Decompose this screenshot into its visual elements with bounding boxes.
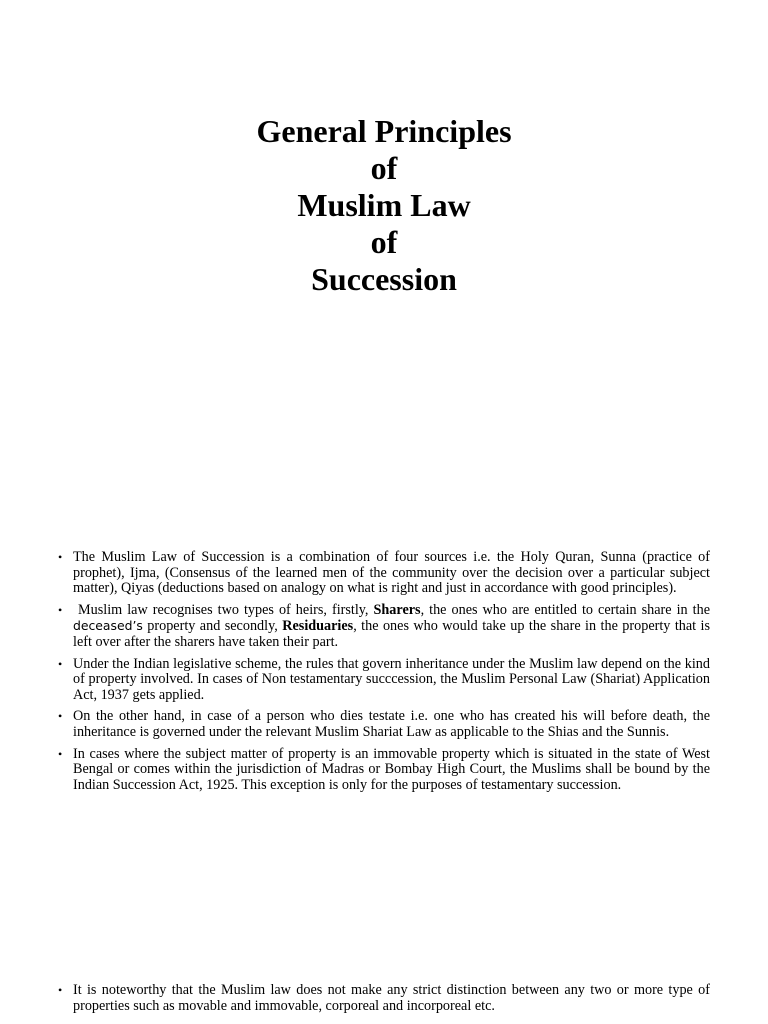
bullet-list <box>58 983 710 1020</box>
bullet-icon: • <box>58 709 63 724</box>
paragraph-text: It is noteworthy that the Muslim law does not make any strict distinction between any two or more type of properties such as movable and immovable, corporeal and incorporeal etc. <box>73 982 710 1014</box>
title-line-3: Muslim Law <box>297 187 471 223</box>
bullet-icon: • <box>58 550 63 564</box>
list-item <box>58 983 710 1014</box>
list-item <box>58 709 710 740</box>
list-item <box>58 747 710 794</box>
term-sharers: Sharers <box>373 601 421 618</box>
text-run-deceased: deceased’s <box>73 618 143 634</box>
bullet-icon: • <box>58 656 63 671</box>
title-line-4: of <box>370 224 398 260</box>
title-line-2: of <box>370 150 398 186</box>
list-item <box>58 603 710 651</box>
title-line-5: Succession <box>311 261 457 297</box>
paragraph-text: Under the Indian legislative scheme, the rules that govern inheritance under the Muslim law depend on the kind of property involved. In cases of Non testamentary succcession, the Muslim Personal Law (Shariat) Application Act, 1937 gets applied. <box>73 655 710 703</box>
text-run: , the ones who would take up the share in the property that is left over after the sharers have taken their part. <box>73 618 710 650</box>
bullet-icon: • <box>58 983 63 997</box>
text-run: property and secondly, <box>142 618 283 635</box>
paragraph-text: The Muslim Law of Succession is a combination of four sources i.e. the Holy Quran, Sunna (practice of prophet), Ijma, (Consensus of the learned men of the community over the decision over a particular subject matter), Qiyas (deductions based on analogy on what is right and just in accordance with good principles). <box>73 549 710 597</box>
text-run: Muslim law recognises two types of heirs, firstly, <box>78 601 374 618</box>
document-title <box>0 113 768 298</box>
paragraph-text <box>73 602 710 650</box>
text-run: , the ones who are entitled to certain share in the <box>420 601 711 618</box>
title-line-1: General Principles <box>256 113 512 149</box>
bullet-list <box>58 550 710 799</box>
bullet-icon: • <box>58 602 63 617</box>
list-item <box>58 550 710 597</box>
paragraph-text: In cases where the subject matter of property is an immovable property which is situated in the state of West Bengal or comes within the jurisdiction of Madras or Bombay High Court, the Muslims shall be bound by the Indian Succession Act, 1925. This exception is only for the purposes of testamentary succession. <box>73 745 710 793</box>
term-residuaries: Residuaries <box>282 618 354 635</box>
paragraph-text: On the other hand, in case of a person who dies testate i.e. one who has created his will before death, the inheritance is governed under the relevant Muslim Shariat Law as applicable to the Shias and the Sunnis. <box>73 708 710 740</box>
list-item <box>58 657 710 704</box>
bullet-icon: • <box>58 746 63 761</box>
